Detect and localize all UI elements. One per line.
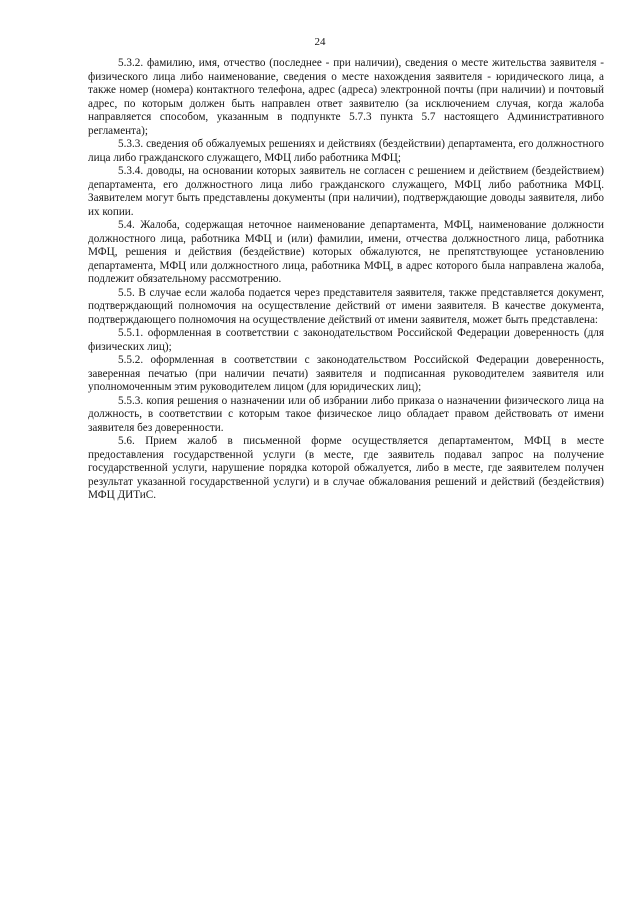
paragraph-5-4: 5.4. Жалоба, содержащая неточное наименование департамента, МФЦ, наименование должности должностного лица, работника МФЦ и (или) фамилии, имени, отчества должностного лица, работника МФЦ, решения и действия (бездействие) которых обжалуются, не препятствующее установлению департамента, МФЦ или должностного лица, работника МФЦ, в адрес которого была направлена жалоба, подлежит обязательному рассмотрению.: [88, 219, 604, 285]
paragraph-5-5-1: 5.5.1. оформленная в соответствии с законодательством Российской Федерации доверенность (для физических лиц);: [88, 327, 604, 353]
paragraph-5-6: 5.6. Прием жалоб в письменной форме осуществляется департаментом, МФЦ в месте предоставления государственной услуги (в месте, где заявитель подавал запрос на получение государственной услуги, нарушение порядка которой обжалуется, либо в месте, где заявителем получен результат указанной государственной услуги) и в случае обжалования решений и действий (бездействия) МФЦ ДИТиС.: [88, 435, 604, 501]
paragraph-5-5-2: 5.5.2. оформленная в соответствии с законодательством Российской Федерации доверенность, заверенная печатью (при наличии печати) заявителя и подписанная руководителем заявителя или уполномоченным этим руководителем лицом (для юридических лиц);: [88, 354, 604, 393]
paragraph-5-3-2: 5.3.2. фамилию, имя, отчество (последнее - при наличии), сведения о месте жительства заявителя - физического лица либо наименование, сведения о месте нахождения заявителя - юридического лица, а также номер (номера) контактного телефона, адрес (адреса) электронной почты (при наличии) и почтовый адрес, по которым должен быть направлен ответ заявителю (за исключением случая, когда жалоба направляется способом, указанным в подпункте 5.7.3 пункта 5.7 настоящего Административного регламента);: [88, 57, 604, 137]
page-number: 24: [314, 36, 326, 48]
paragraph-5-3-4: 5.3.4. доводы, на основании которых заявитель не согласен с решением и действием (бездействием) департамента, его должностного лица либо гражданского служащего, МФЦ либо работника МФЦ. Заявителем могут быть представлены документы (при наличии), подтверждающие доводы заявителя, либо их копии.: [88, 165, 604, 218]
paragraph-5-5: 5.5. В случае если жалоба подается через представителя заявителя, также представляется документ, подтверждающий полномочия на осуществление действий от имени заявителя. В качестве документа, подтверждающего полномочия на осуществление действий от имени заявителя, может быть представлена:: [88, 286, 604, 326]
document-body: [88, 57, 604, 503]
paragraph-5-5-3: 5.5.3. копия решения о назначении или об избрании либо приказа о назначении физического лица на должность, в соответствии с которым такое физическое лицо обладает правом действовать от имени заявителя без доверенности.: [88, 394, 604, 434]
paragraph-5-3-3: 5.3.3. сведения об обжалуемых решениях и действиях (бездействии) департамента, его должностного лица либо гражданского служащего, МФЦ либо работника МФЦ;: [88, 138, 604, 164]
